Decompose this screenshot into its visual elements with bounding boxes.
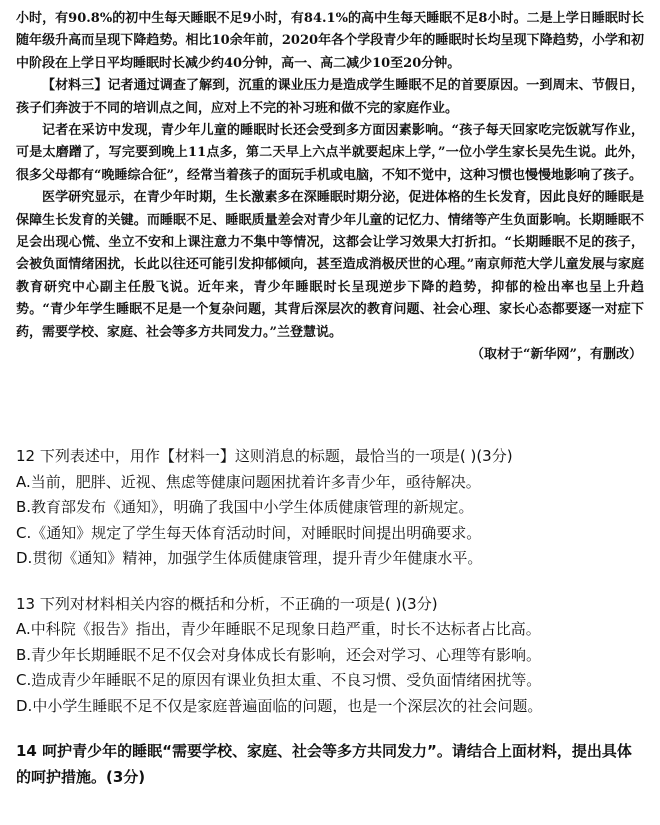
question-13-stem: 13 下列对材料相关内容的概括和分析，不正确的一项是( )(3分) <box>16 594 438 613</box>
question-13-option-b: B.青少年长期睡眠不足不仅会对身体成长有影响，还会对学习、心理等有影响。 <box>16 645 542 664</box>
question-spacer <box>16 572 646 592</box>
question-12-option-a: A.当前，肥胖、近视、焦虑等健康问题困扰着许多青少年，亟待解决。 <box>16 472 481 491</box>
question-12-option-b: B.教育部发布《通知》，明确了我国中小学生体质健康管理的新规定。 <box>16 498 474 516</box>
question-13-option-a: A.中科院《报告》指出，青少年睡眠不足现象日趋严重，时长不达标者占比高。 <box>16 620 541 638</box>
material-three-paragraph: 【材料三】记者通过调查了解到，沉重的课业压力是造成学生睡眠不足的首要原因。一到周末、节假日，孩子们奔波于不同的培训点之间，应对上不完的补习班和做不完的家庭作业。 <box>16 78 644 116</box>
question-13-option-c: C.造成青少年睡眠不足的原因有课业负担太重、不良习惯、受负面情绪困扰等。 <box>16 671 542 689</box>
passage-paragraph-continued: 小时，有90.8%的初中生每天睡眠不足9小时，有84.1%的高中生每天睡眠不足8小时。二是上学日睡眠时长随年级升高而呈现下降趋势。相比10余年前，2020年各个学段青少年的睡眠时长均呈现下降趋势，小学和初中阶段在上学日平均睡眠时长减少约40分钟，高一、高二减少10至20分钟。 <box>16 11 644 71</box>
question-14 <box>16 738 646 790</box>
question-12-stem: 12 下列表述中，用作【材料一】这则消息的标题，最恰当的一项是( )(3分) <box>16 447 513 465</box>
question-12-option-d: D.贯彻《通知》精神，加强学生体质健康管理，提升青少年健康水平。 <box>16 549 483 567</box>
medical-research-paragraph: 医学研究显示，在青少年时期，生长激素多在深睡眠时期分泌，促进体格的生长发育，因此良好的睡眠是保障生长发育的关键。而睡眠不足、睡眠质量差会对青少年儿童的记忆力、情绪等产生负面影响。长期睡眠不足会出现心慌、坐立不安和上课注意力不集中等情况，这都会让学习效果大打折扣。“长期睡眠不足的孩子，会被负面情绪困扰，长此以往还可能引发抑郁倾向，甚至造成消极厌世的心理。”南京师范大学儿童发展与家庭教育研究中心副主任殷飞说。近年来，青少年睡眠时长呈现逆步下降的趋势，抑郁的检出率也呈上升趋势。“青少年学生睡眠不足是一个复杂问题，其背后深层次的教育问题、社会心理、家长心态都要逐一对症下药，需要学校、家庭、社会等多方共同发力。”兰登慧说。 <box>16 190 644 340</box>
source-note: （取材于“新华网”，有删改） <box>471 347 642 363</box>
reading-passage <box>16 8 644 367</box>
question-14-text: 14 呵护青少年的睡眠“需要学校、家庭、社会等多方共同发力”。请结合上面材料，提出具体的呵护措施。(3分) <box>16 742 632 786</box>
question-12-option-c: C.《通知》规定了学生每天体育活动时间，对睡眠时间提出明确要求。 <box>16 523 482 542</box>
reporter-interview-paragraph: 记者在采访中发现，青少年儿童的睡眠时长还会受到多方面因素影响。“孩子每天回家吃完饭就写作业，可是太磨蹭了，写完要到晚上11点多，第二天早上六点半就要起床上学，”一位小学生家长吴先生说。此外，很多父母都有“晚睡综合征”，经常当着孩子的面玩手机或电脑，不知不觉中，这种习惯也慢慢地影响了孩子。 <box>16 123 644 183</box>
choice-questions <box>16 444 646 719</box>
question-13-option-d: D.中小学生睡眠不足不仅是家庭普遍面临的问题，也是一个深层次的社会问题。 <box>16 696 543 715</box>
